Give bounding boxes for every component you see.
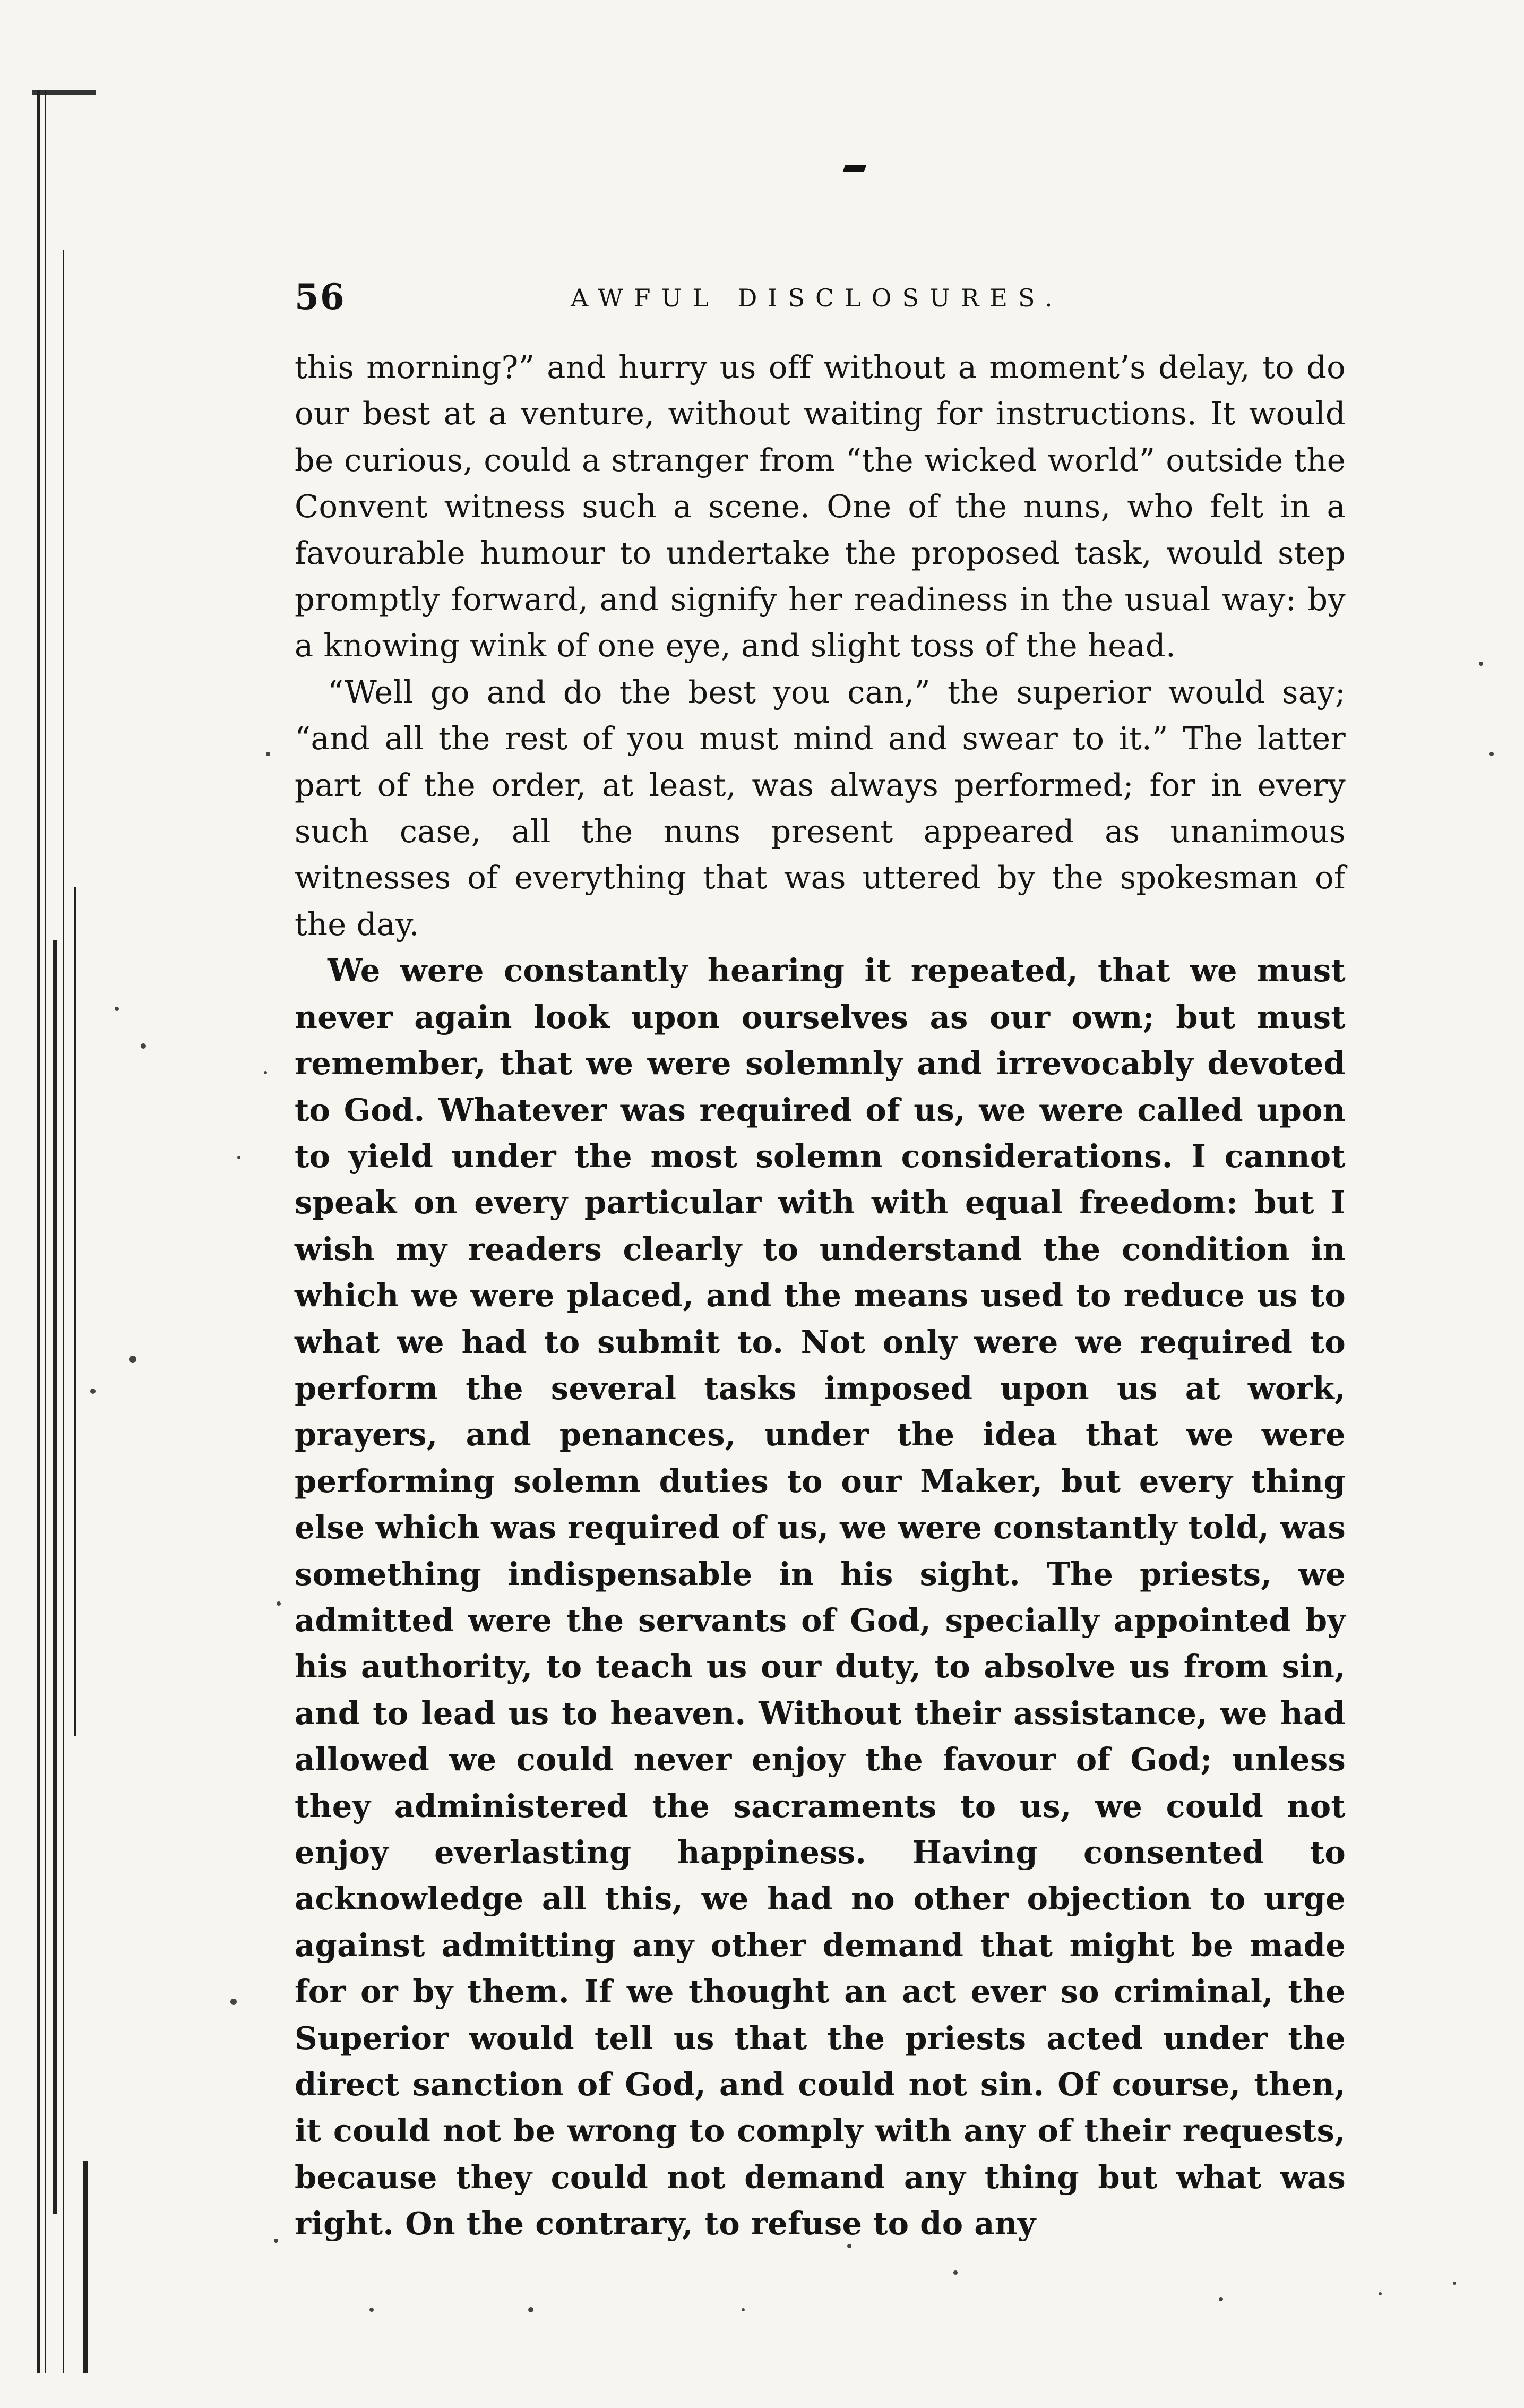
paragraph-2: “Well go and do the best you can,” the superior would say; “and all the rest of you must mind and swear to it.” The latter part of the order, at least, was always performed; for in every such case, all the nuns present appeared as unanimous witnesses of everything that was uttered by the spokesman of the day. bbox=[295, 673, 1346, 942]
running-title: AWFUL DISCLOSURES. bbox=[571, 284, 1063, 312]
page-number: 56 bbox=[295, 276, 346, 318]
paragraph-3: We were constantly hearing it repeated, that we must never again look upon ourselves as our own; but must remember, that we were solemnly and irrevocably devoted to God. Whatever was required of us, we were called upon to yield under the most solemn considerations. I cannot speak on every particular with with equal freedom: but I wish my readers clearly to understand the condition in which we were placed, and the means used to reduce us to what we had to submit to. Not only were we required to perform the several tasks imposed upon us at work, prayers, and penances, under the idea that we were performing solemn duties to our Maker, but every thing else which was required of us, we were constantly told, was something indispensable in his sight. The priests, we admitted were the servants of God, specially appointed by his authority, to teach us our duty, to absolve us from sin, and to lead us to heaven. Without their assistance, we had allowed we could never enjoy the favour of God; unless they administered the sacraments to us, we could not enjoy everlasting happiness. Having consented to acknowledge all this, we had no other objection to urge against admitting any other demand that might be made for or by them. If we thought an act ever so criminal, the Superior would tell us that the priests acted under the direct sanction of God, and could not sin. Of course, then, it could not be wrong to comply with any of their requests, because they could not demand any thing but what was right. On the contrary, to refuse to do any bbox=[295, 952, 1346, 2242]
paragraph-1: this morning?” and hurry us off without a moment’s delay, to do our best at a venture, without waiting for instructions. It would be curious, could a stranger from “the wicked world” outside the Convent witness such a scene. One of the nuns, who felt in a favourable humour to undertake the proposed task, would step promptly forward, and signify her readiness in the usual way: by a knowing wink of one eye, and slight toss of the head. bbox=[295, 349, 1346, 664]
